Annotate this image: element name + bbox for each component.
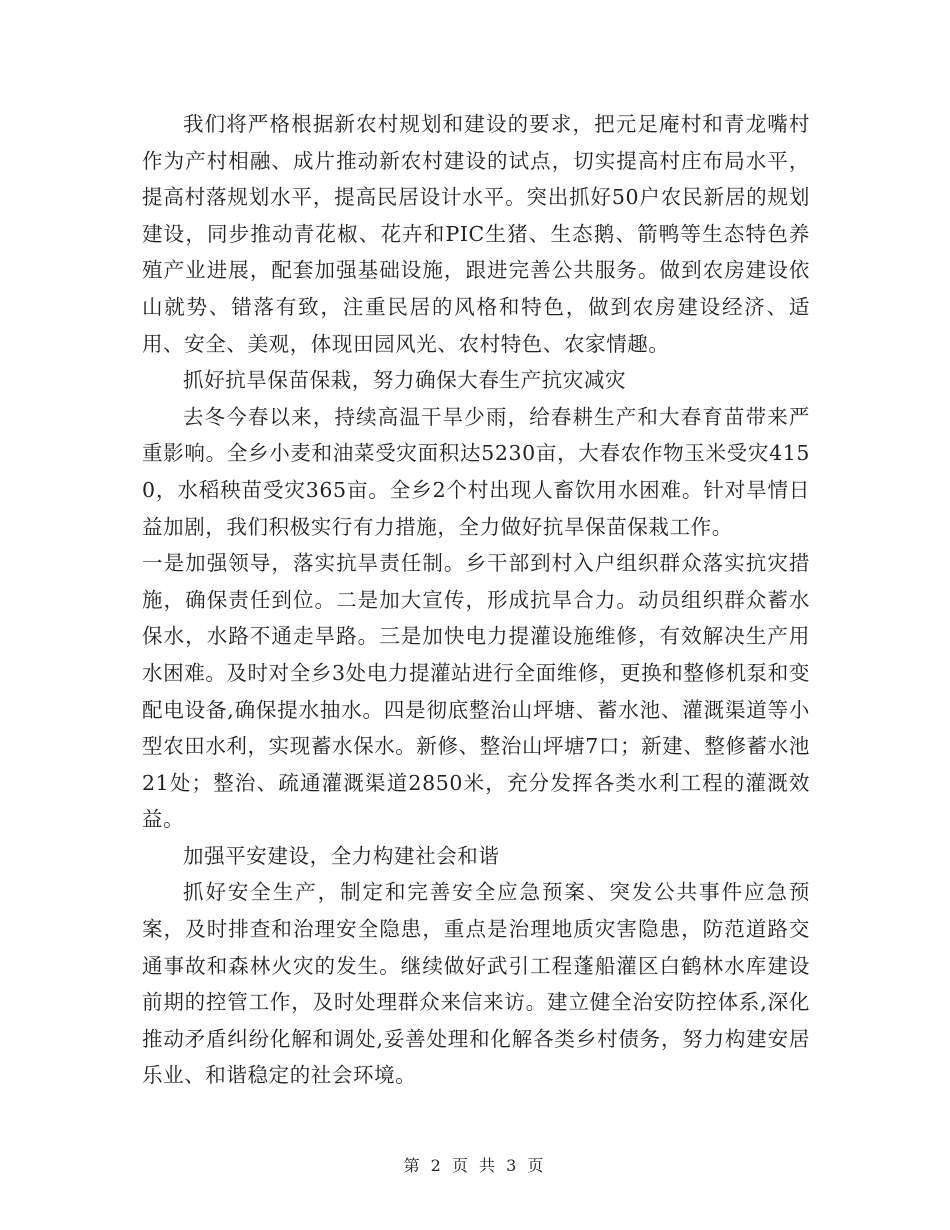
section-heading-safety-harmony: 加强平安建设，全力构建社会和谐 <box>183 843 500 868</box>
page-number-footer: 第 2 页 共 3 页 <box>403 1156 547 1175</box>
section-heading-drought-relief: 抓好抗旱保苗保栽，努力确保大春生产抗灾减灾 <box>183 368 627 393</box>
paragraph-safety-production: 抓好安全生产，制定和完善安全应急预案、突发公共事件应急预案，及时排查和治理安全隐患，重点是治理地质灾害隐患，防范道路交通事故和森林火灾的发生。继续做好武引工程蓬船灌区白鹤林水库建设前期的控管工作，及时处理群众来信来访。建立健全治安防控体系,深化推动矛盾纠纷化解和调处,妥善处理和化解各类乡村债务，努力构建安居乐业、和谐稳定的社会环境。 <box>142 880 810 1088</box>
paragraph-drought-impact: 去冬今春以来，持续高温干旱少雨，给春耕生产和大春育苗带来严重影响。全乡小麦和油菜受灾面积达5230亩，大春农作物玉米受灾4150，水稻秧苗受灾365亩。全乡2个村出现人畜饮用水困难。针对旱情日益加剧，我们积极实行有力措施，全力做好抗旱保苗保栽工作。 <box>142 404 810 539</box>
paragraph-new-village-construction: 我们将严格根据新农村规划和建设的要求，把元足庵村和青龙嘴村作为产村相融、成片推动新农村建设的试点，切实提高村庄布局水平，提高村落规划水平，提高民居设计水平。突出抓好50户农民新居的规划建设，同步推动青花椒、花卉和PIC生猪、生态鹅、箭鸭等生态特色养殖产业进展，配套加强基础设施，跟进完善公共服务。做到农房建设依山就势、错落有致，注重民居的风格和特色，做到农房建设经济、适用、安全、美观，体现田园风光、农村特色、农家情趣。 <box>142 112 810 356</box>
document-body <box>142 106 810 1094</box>
paragraph-drought-measures: 一是加强领导，落实抗旱责任制。乡干部到村入户组织群众落实抗灾措施，确保责任到位。二是加大宣传，形成抗旱合力。动员组织群众蓄水保水，水路不通走旱路。三是加快电力提灌设施维修，有效解决生产用水困难。及时对全乡3处电力提灌站进行全面维修，更换和整修机泵和变配电设备,确保提水抽水。四是彻底整治山坪塘、蓄水池、灌溉渠道等小型农田水利，实现蓄水保水。新修、整治山坪塘7口；新建、整修蓄水池21处；整治、疏通灌溉渠道2850米，充分发挥各类水利工程的灌溉效益。 <box>142 551 810 832</box>
